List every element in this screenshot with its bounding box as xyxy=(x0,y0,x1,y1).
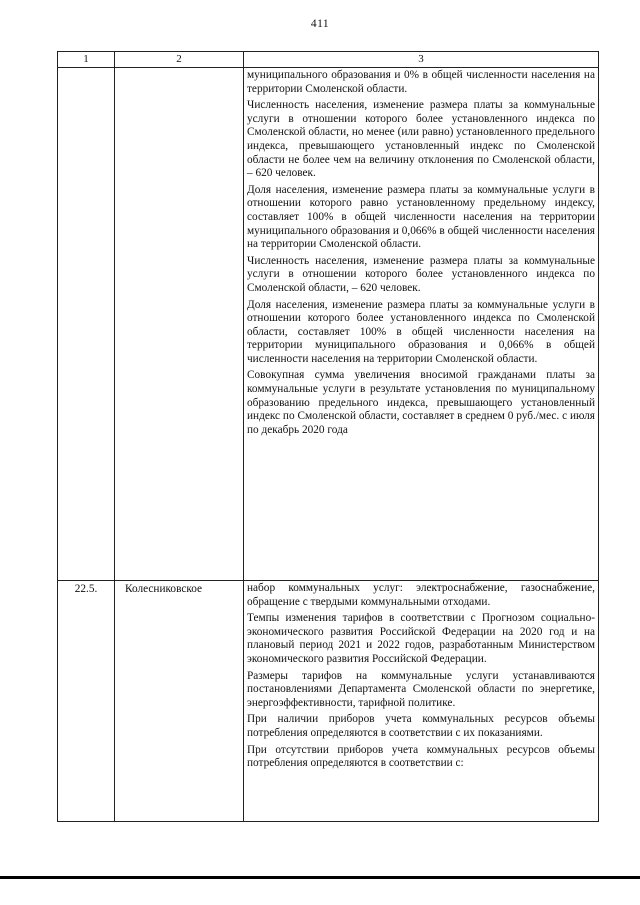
tariff-table xyxy=(57,51,599,822)
row-name-cell xyxy=(115,68,244,581)
paragraph: Совокупная сумма увеличения вносимой гражданами платы за коммунальные услуги в результате установления по муниципальному образованию предельного индекса, превышающего установленный индекс по Смоленской области, составляет в среднем 0 руб./мес. с июля по декабрь 2020 года xyxy=(247,369,595,436)
header-col-3: 3 xyxy=(244,52,599,68)
table-row xyxy=(58,581,599,822)
paragraph: набор коммунальных услуг: электроснабжение, газоснабжение, обращение с твердыми коммунальными отходами. xyxy=(247,582,595,608)
paragraph: При отсутствии приборов учета коммунальных ресурсов объемы потребления определяются в соответствии с: xyxy=(247,743,595,770)
row-name-cell: Колесниковское xyxy=(115,581,244,822)
row-number-cell: 22.5. xyxy=(58,581,115,822)
row-number-cell xyxy=(58,68,115,581)
paragraph: муниципального образования и 0% в общей численности населения на территории Смоленской области. xyxy=(247,69,595,95)
paragraph: Численность населения, изменение размера платы за коммунальные услуги в отношении которого более установленного индекса по Смоленской области, – 620 человек. xyxy=(247,254,595,294)
paragraph: Доля населения, изменение размера платы за коммунальные услуги в отношении которого более установленного индекса по Смоленской области, составляет 100% в общей численности населения на территории муниципального образования и 0,066% в общей численности населения на территории Смоленской области. xyxy=(247,298,595,365)
paragraph: Численность населения, изменение размера платы за коммунальные услуги в отношении которого более установленного индекса по Смоленской области, но менее (или равно) установленного предельного индекса, превышающего установленный индекс по Смоленской области не более чем на величину отклонения по Смоленской области, – 620 человек. xyxy=(247,99,595,180)
paragraph: Размеры тарифов на коммунальные услуги устанавливаются постановлениями Департамента Смоленской области по энергетике, энергоэффективности, тарифной политике. xyxy=(247,669,595,709)
paragraph: Доля населения, изменение размера платы за коммунальные услуги в отношении которого равно установленному предельному индексу, составляет 100% в общей численности населения на территории муниципального образования и 0,066% в общей численности населения на территории Смоленской области. xyxy=(247,183,595,251)
paragraph: При наличии приборов учета коммунальных ресурсов объемы потребления определяются в соответствии с их показаниями. xyxy=(247,713,595,739)
paragraph: Темпы изменения тарифов в соответствии с Прогнозом социально-экономического развития Российской Федерации на 2020 год и на плановый период 2021 и 2022 годов, разработанным Министерством экономического развития Российской Федерации. xyxy=(247,612,595,665)
header-col-1: 1 xyxy=(58,52,115,68)
table-row xyxy=(58,68,599,581)
bottom-rule xyxy=(0,876,640,879)
row-description-cell xyxy=(244,581,599,822)
header-col-2: 2 xyxy=(115,52,244,68)
table-header-row xyxy=(58,52,599,68)
page-number: 411 xyxy=(310,18,330,30)
row-description-cell xyxy=(244,68,599,581)
